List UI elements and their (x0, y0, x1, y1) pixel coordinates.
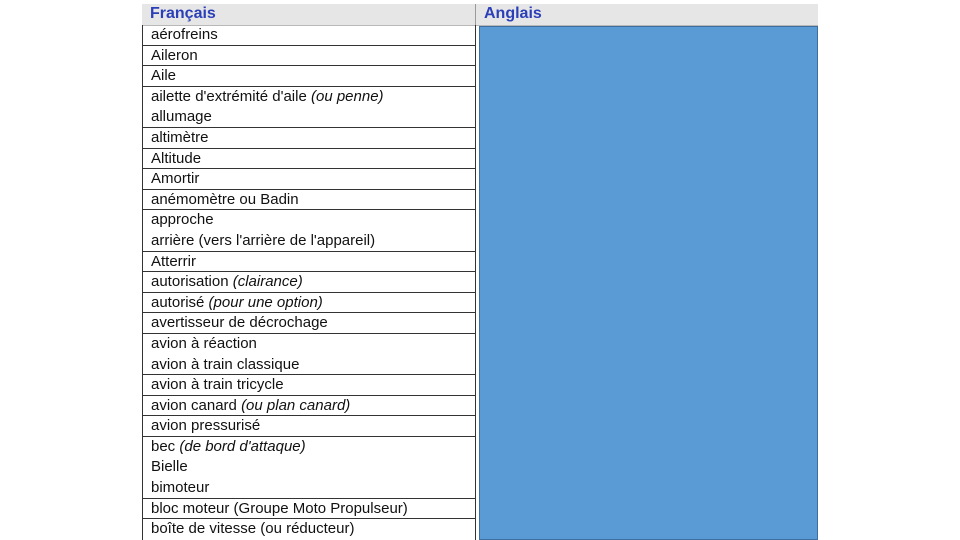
term-text: arrière (vers l'arrière de l'appareil) (151, 231, 376, 249)
list-item (143, 210, 475, 231)
term-text: bec (151, 437, 180, 455)
term-text: altimètre (151, 128, 209, 146)
english-answer-box[interactable] (479, 26, 818, 540)
term-text: Aile (151, 67, 177, 85)
french-column (142, 25, 476, 540)
term-text: autorisé (151, 293, 209, 311)
list-item (143, 293, 475, 314)
list-item (143, 25, 475, 46)
list-item (143, 272, 475, 293)
list-item (143, 416, 475, 437)
list-item (143, 375, 475, 396)
term-text: avertisseur de décrochage (151, 314, 328, 332)
list-item (143, 519, 475, 540)
term-text: avion à train classique (151, 355, 300, 373)
term-text: approche (151, 211, 214, 229)
term-text: bloc moteur (Groupe Moto Propulseur) (151, 499, 408, 517)
header-francais: Français (150, 5, 216, 22)
term-text: avion pressurisé (151, 417, 261, 435)
term-text: allumage (151, 108, 212, 126)
term-text: Aileron (151, 46, 198, 64)
list-item (143, 457, 475, 478)
term-note: (de bord d'attaque) (179, 437, 306, 455)
list-item (143, 66, 475, 87)
header-anglais: Anglais (484, 5, 542, 22)
term-note: (pour une option) (208, 293, 323, 311)
list-item (143, 107, 475, 128)
list-item (143, 169, 475, 190)
list-item (143, 499, 475, 520)
list-item (143, 313, 475, 334)
list-item (143, 231, 475, 252)
term-text: aérofreins (151, 26, 218, 43)
term-text: Atterrir (151, 252, 196, 270)
list-item (143, 149, 475, 170)
list-item (143, 87, 475, 108)
term-note: (ou penne) (310, 87, 384, 105)
list-item (143, 437, 475, 458)
list-item (143, 478, 475, 499)
term-text: avion à train tricycle (151, 376, 284, 394)
term-text: boîte de vitesse (ou réducteur) (151, 520, 355, 538)
term-text: bimoteur (151, 479, 210, 497)
term-text: avion à réaction (151, 334, 257, 352)
list-item (143, 128, 475, 149)
list-item (143, 46, 475, 67)
term-text: Amortir (151, 170, 200, 188)
list-item (143, 355, 475, 376)
term-text: Altitude (151, 149, 202, 167)
list-item (143, 252, 475, 273)
term-text: ailette d'extrémité d'aile (151, 87, 311, 105)
term-note: (ou plan canard) (241, 396, 351, 414)
term-text: avion canard (151, 396, 242, 414)
list-item (143, 190, 475, 211)
header-divider (475, 4, 476, 25)
term-text: autorisation (151, 273, 233, 291)
term-note: (clairance) (232, 273, 303, 291)
vocabulary-table (142, 4, 818, 540)
table-header (142, 4, 818, 26)
list-item (143, 334, 475, 355)
term-text: Bielle (151, 458, 188, 476)
term-text: anémomètre ou Badin (151, 190, 299, 208)
list-item (143, 396, 475, 417)
